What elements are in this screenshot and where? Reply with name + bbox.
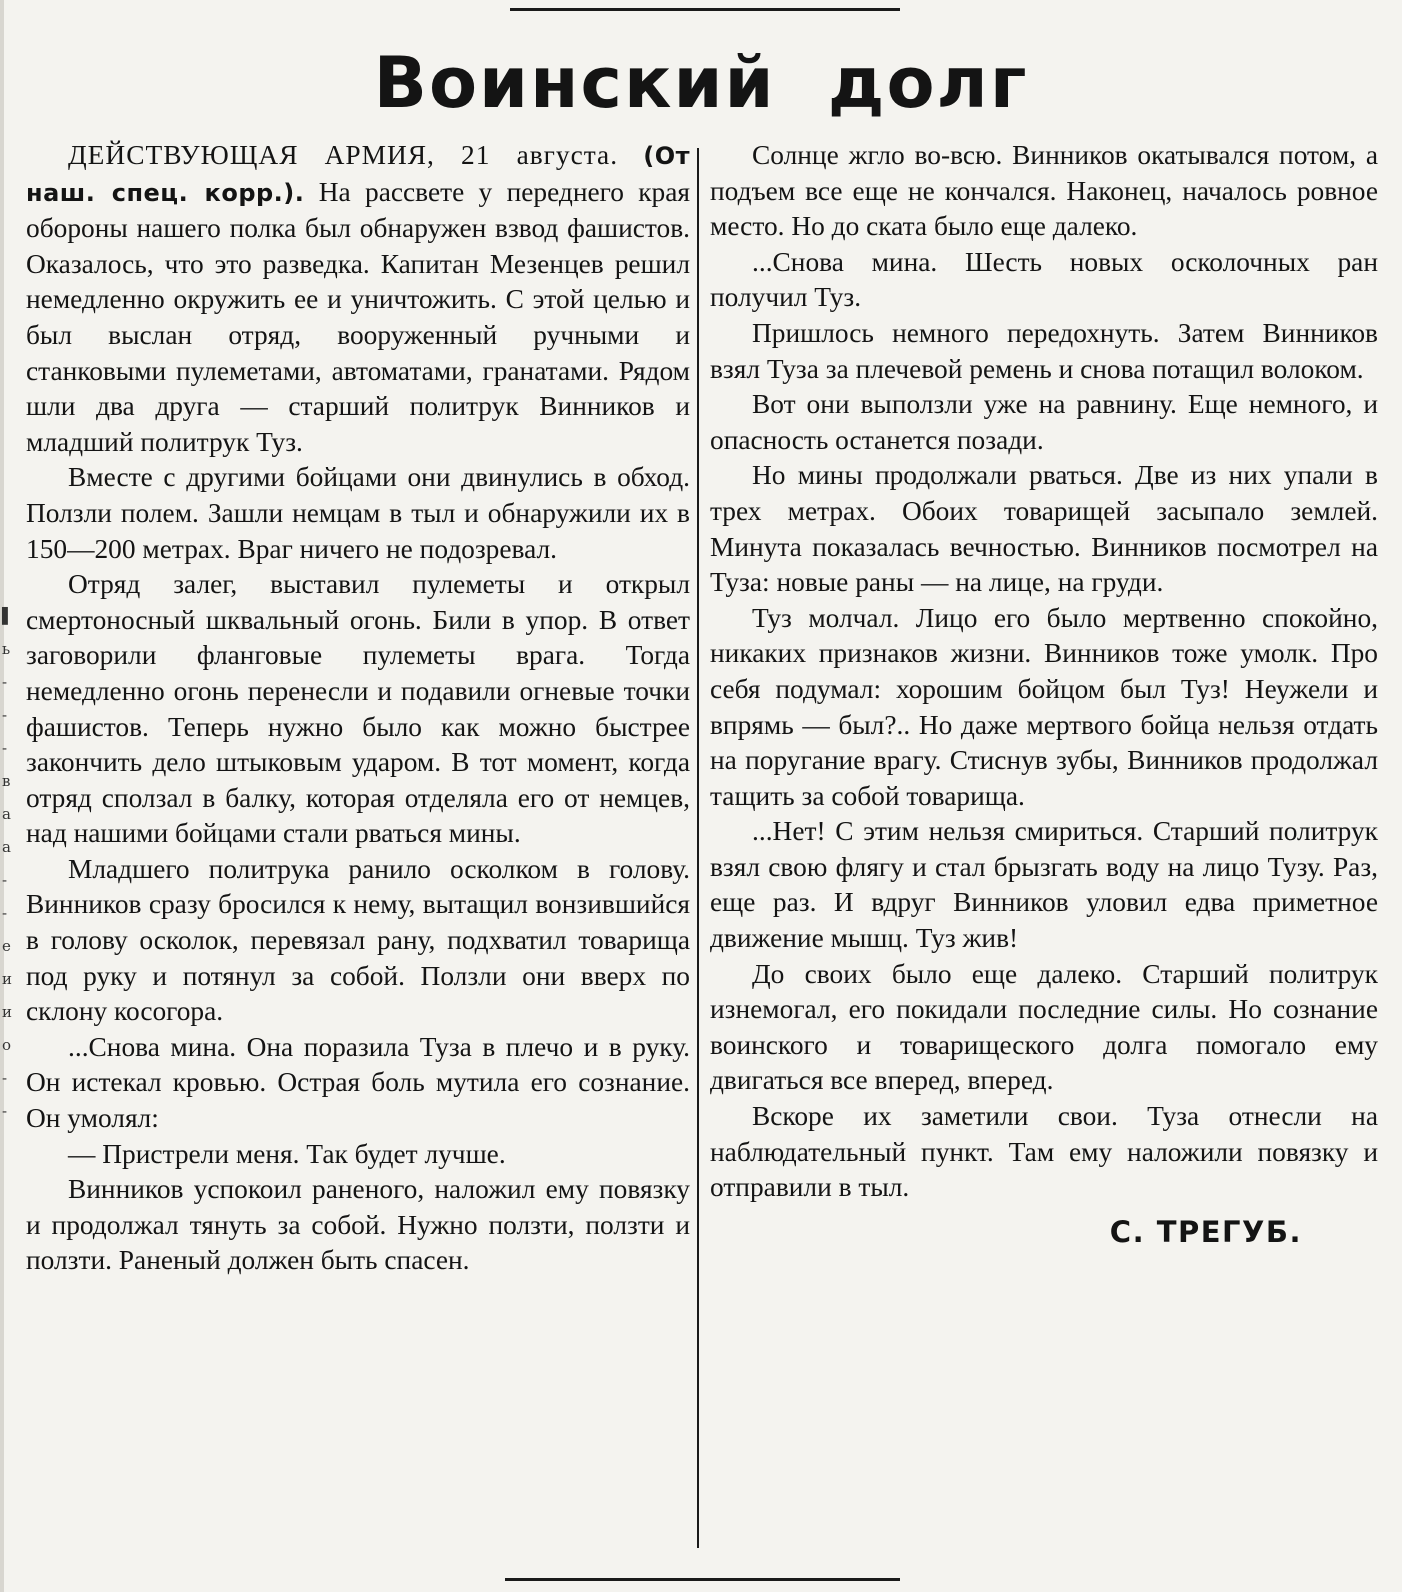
paragraph: Винников успокоил раненого, наложил ему повязку и продолжал тянуть за собой. Нужно ползти, ползти и ползти. Раненый должен быть спасен. <box>26 1174 690 1276</box>
paragraph: Но мины продолжали рваться. Две из них упали в трех метрах. Обоих товарищей засыпало землей. Минута показалась вечностью. Винников посмотрел на Туза: новые раны — на лице, на груди. <box>710 460 1378 598</box>
column-divider <box>697 148 699 1548</box>
paragraph: До своих было еще далеко. Старший политрук изнемогал, его покидали последние силы. Но сознание воинского и товарищеского долга помогало ему двигаться все вперед, вперед. <box>710 958 1378 1096</box>
paragraph: ...Нет! С этим нельзя смириться. Старший политрук взял свою флягу и стал брызгать воду на лицо Тузу. Раз, еще раз. И вдруг Винников уловил едва приметное движение мышц. Туз жив! <box>710 816 1378 954</box>
correspondent-credit: (От наш. спец. корр.). <box>26 142 690 207</box>
paragraph: Отряд залег, выставил пулеметы и открыл смертоносный шквальный огонь. Били в упор. В ответ заговорили фланговые пулеметы врага. Тогда немедленно огонь перенесли и подавили огневые точки фашистов. Теперь нужно было как можно быстрее закончить дело штыковым ударом. В тот момент, когда отряд сползал в балку, которая отделяла его от немцев, над нашими бойцами стали рваться мины. <box>26 569 690 849</box>
article-headline: Воинский долг <box>373 42 1029 124</box>
paragraph: Солнце жгло во-всю. Винников окатывался потом, а подъем все еще не кончался. Наконец, началось ровное место. Но до ската было еще далеко. <box>710 140 1378 242</box>
paragraph: Вместе с другими бойцами они двинулись в обход. Ползли полем. Зашли немцам в тыл и обнаружили их в 150—200 метрах. Враг ничего не подозревал. <box>26 462 690 564</box>
paragraph: Туз молчал. Лицо его было мертвенно спокойно, никаких признаков жизни. Винников тоже умолк. Про себя подумал: хорошим бойцом был Туз! Неужели и впрямь — был?.. Но даже мертвого бойца нельзя отдать на поругание врагу. Стиснув зубы, Винников продолжал тащить за собой товарища. <box>710 602 1378 811</box>
paragraph: Пришлось немного передохнуть. Затем Винников взял Туза за плечевой ремень и снова потащил волоком. <box>710 317 1378 384</box>
paragraph: ...Снова мина. Шесть новых осколочных ран получил Туз. <box>710 246 1378 313</box>
right-column <box>710 138 1378 1252</box>
paragraph: — Пристрели меня. Так будет лучше. <box>68 1138 506 1169</box>
paragraph: Младшего политрука ранило осколком в голову. Винников сразу бросился к нему, вытащил вонзившийся в голову осколок, перевязал рану, подхватил товарища под руку и потянул за собой. Ползли они вверх по склону косогора. <box>26 853 690 1027</box>
left-column <box>26 138 690 1279</box>
top-rule <box>510 8 900 11</box>
paragraph: ...Снова мина. Она поразила Туза в плечо и в руку. Он истекал кровью. Острая боль мутила его сознание. Он умолял: <box>26 1031 690 1134</box>
lead-paragraph <box>26 138 690 460</box>
adjacent-column-fragments: ▌ ь - - - в а а - - е и и о - - <box>2 607 14 1120</box>
paragraph: Вот они выползли уже на равнину. Еще немного, и опасность останется позади. <box>710 389 1378 455</box>
dateline: ДЕЙСТВУЮЩАЯ АРМИЯ, 21 августа. <box>68 140 619 170</box>
paragraph: Вскоре их заметили свои. Туза отнесли на наблюдательный пункт. Там ему наложили повязку и отправили в тыл. <box>710 1101 1378 1203</box>
bottom-rule <box>505 1578 900 1581</box>
lead-text: На рассвете у переднего края обороны нашего полка был обнаружен взвод фашистов. Оказалось, что это разведка. Капитан Мезенцев решил немедленно окружить ее и уничтожить. С этой целью и был выслан отряд, вооруженный ручными и станковыми пулеметами, автоматами, гранатами. Рядом шли два друга — старший политрук Винников и младший политрук Туз. <box>26 176 690 457</box>
author-signature: С. ТРЕГУБ. <box>1109 1214 1302 1249</box>
